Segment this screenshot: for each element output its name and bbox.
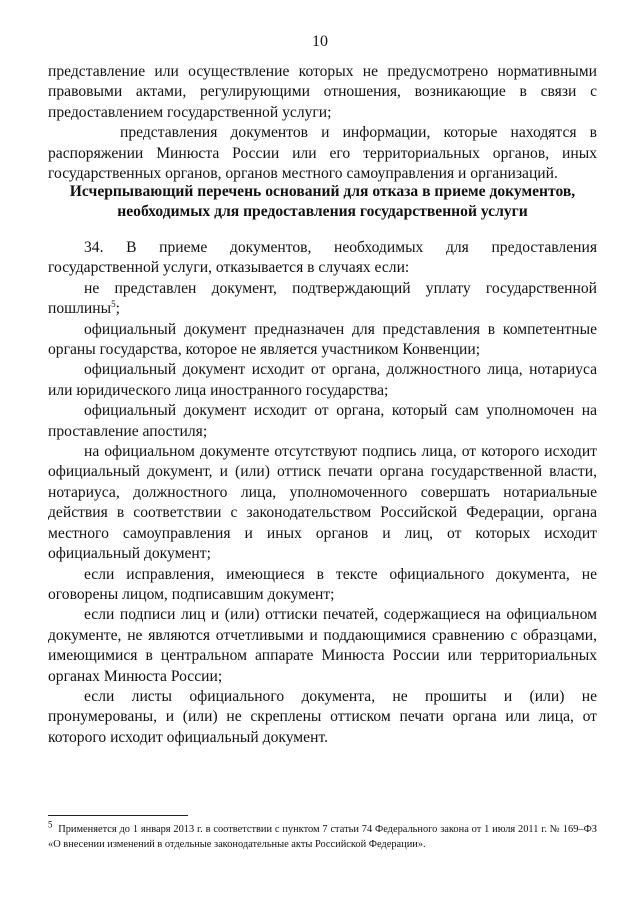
intro-paragraph: представление или осуществление которых не предусмотрено нормативными правовыми актами, регулирующими отношения, возникающие в связи с предоставлением государственной услуги; [48, 63, 597, 121]
list-item: если исправления, имеющиеся в тексте официального документа, не оговорены лицом, подписавшим документ; [48, 565, 597, 603]
footnote-divider [48, 815, 188, 816]
list-item-punct: ; [115, 300, 120, 318]
intro-paragraph: представления документов и информации, которые находятся в распоряжении Минюста России или его территориальных органов, иных государственных органов, органов местного самоуправления и организаций. [48, 124, 597, 183]
list-item: официальный документ предназначен для представления в компетентные органы государства, которое не является участником Конвенции; [48, 320, 597, 359]
section-heading-line: Исчерпывающий перечень оснований для отказа в приеме документов, [69, 183, 576, 200]
footnote [48, 819, 597, 852]
list-item [48, 279, 597, 320]
list-item: на официальном документе отсутствуют подпись лица, от которого исходит официальный документ, и (или) оттиск печати органа государственной власти, нотариуса, должностного лица, уполномоченного совершать нотариальные действия в соответствии с законодательством Российской Федерации, органа местного самоуправления и иных органов и лиц, от которых исходит официальный документ; [48, 443, 597, 563]
list-item: если листы официального документа, не прошиты и (или) не пронумерованы, и (или) не скреплены оттиском печати органа или лица, от которого исходит официальный документ. [48, 687, 597, 746]
list-item: официальный документ исходит от органа, который сам уполномочен на проставление апостиля; [48, 402, 597, 440]
footnote-text: Применяется до 1 января 2013 г. в соответствии с пунктом 7 статьи 74 Федерального закона от 1 июля 2011 г. № 169–ФЗ «О внесении изменений в отдельные законодательные акты Российской Федерации». [48, 824, 597, 850]
section-heading-line: необходимых для предоставления государственной услуги [117, 203, 528, 221]
clause-34 [48, 238, 597, 748]
page-number: 10 [312, 33, 328, 50]
list-item-text: не представлен документ, подтверждающий уплату государственной пошлины [48, 279, 597, 318]
clause-34-lead: 34. В приеме документов, необходимых для предоставления государственной услуги, отказывается в случаях если: [48, 239, 597, 277]
footnote-ref[interactable]: 5 [111, 299, 116, 310]
list-item: официальный документ исходит от органа, должностного лица, нотариуса или юридического лица иностранного государства; [48, 361, 597, 399]
footnote-marker: 5 [48, 819, 53, 830]
list-item: если подписи лиц и (или) оттиски печатей, содержащиеся на официальном документе, не являются отчетливыми и поддающимися сравнению с образцами, имеющимися в центральном аппарате Минюста России или территориальных органах Минюста России; [48, 606, 597, 685]
intro-section [48, 62, 597, 184]
section-heading [48, 182, 597, 223]
